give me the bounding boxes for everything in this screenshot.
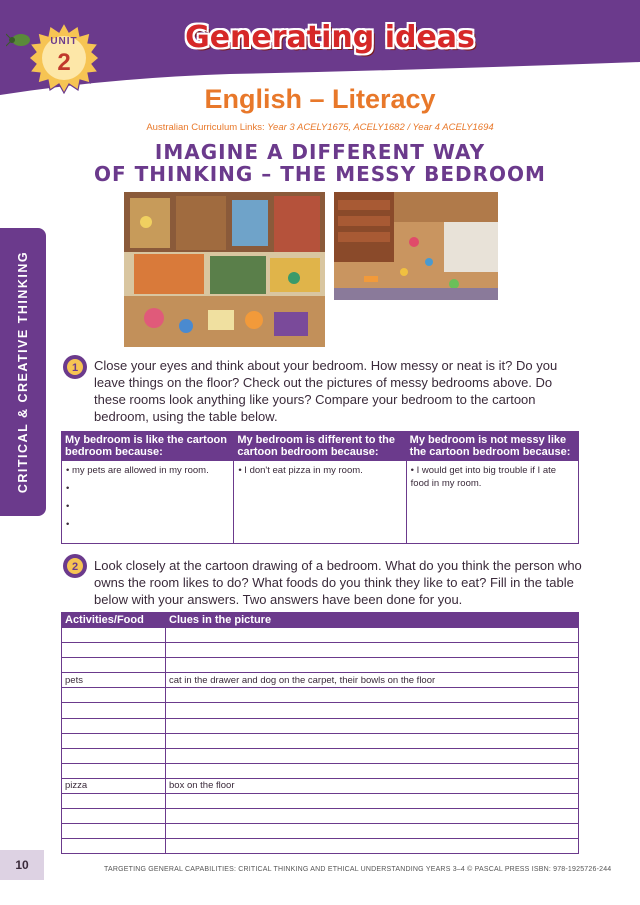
table-cell[interactable] — [62, 733, 166, 748]
table-header: My bedroom is different to the cartoon bedroom because: — [234, 432, 406, 461]
table-cell[interactable] — [166, 794, 579, 809]
list-item: • I would get into big trouble if I ate food in my room. — [410, 465, 557, 489]
page-title: Generating ideas — [185, 20, 475, 55]
question-1-text: Close your eyes and think about your bedroom. How messy or neat is it? Do you leave things on the floor? Check out the pictures of messy bedrooms above. Do these rooms look anything like yours? Compare your bedroom to the cartoon bedroom, using the table below. — [94, 358, 558, 424]
table-header: My bedroom is not messy like the cartoon bedroom because: — [406, 432, 578, 461]
list-item: • — [66, 501, 70, 512]
table-cell[interactable] — [62, 461, 234, 544]
activities-table-body — [62, 628, 579, 854]
table-row — [62, 733, 579, 748]
list-item: • I don't eat pizza in my room. — [238, 465, 363, 476]
table-row — [62, 824, 579, 839]
table-row — [62, 718, 579, 733]
subject-title: English – Literacy — [204, 84, 436, 114]
curriculum-links — [100, 122, 540, 133]
question-2-text: Look closely at the cartoon drawing of a bedroom. What do you think the person who owns the room likes to do? What foods do you think they like to eat? Fill in the table below with your answers. Two answers have been done for you. — [94, 558, 582, 607]
list-item: • — [66, 483, 70, 494]
curriculum-prefix: Australian Curriculum Links: — [146, 122, 268, 133]
table-cell[interactable] — [166, 718, 579, 733]
sidebar-label: CRITICAL & CREATIVE THINKING — [16, 250, 30, 494]
table-cell[interactable] — [62, 809, 166, 824]
step-1-number: 1 — [71, 362, 79, 374]
table-cell[interactable]: pets — [62, 673, 166, 688]
table-row — [62, 809, 579, 824]
table-row — [62, 794, 579, 809]
table-cell[interactable]: cat in the drawer and dog on the carpet, their bowls on the floor — [166, 673, 579, 688]
table-cell[interactable] — [234, 461, 406, 544]
unit-badge — [28, 22, 100, 94]
table-cell[interactable] — [62, 688, 166, 703]
table-cell[interactable] — [62, 718, 166, 733]
table-cell[interactable] — [62, 658, 166, 673]
unit-number: 2 — [57, 49, 71, 76]
section-heading-line-2: OF THINKING – THE MESSY BEDROOM — [94, 162, 546, 186]
table-cell[interactable] — [166, 688, 579, 703]
table-row — [62, 688, 579, 703]
table-row — [62, 839, 579, 854]
table-header: Activities/Food — [62, 613, 166, 628]
table-cell[interactable] — [166, 643, 579, 658]
page-number: 10 — [15, 858, 29, 872]
table-cell[interactable] — [166, 809, 579, 824]
table-cell[interactable] — [166, 628, 579, 643]
cartoon-bedroom-image — [124, 192, 325, 347]
table-cell[interactable] — [166, 763, 579, 778]
step-2-number: 2 — [71, 561, 79, 573]
comparison-table — [61, 431, 579, 544]
table-header: Clues in the picture — [166, 613, 579, 628]
table-row — [62, 763, 579, 778]
table-cell[interactable] — [62, 839, 166, 854]
table-cell[interactable] — [62, 628, 166, 643]
table-header: My bedroom is like the cartoon bedroom because: — [62, 432, 234, 461]
table-cell[interactable] — [166, 703, 579, 718]
table-cell[interactable] — [166, 824, 579, 839]
table-cell[interactable] — [62, 794, 166, 809]
table-cell[interactable] — [62, 748, 166, 763]
section-heading-line-1: IMAGINE A DIFFERENT WAY — [154, 140, 486, 164]
list-item: • my pets are allowed in my room. — [66, 465, 209, 476]
table-cell[interactable]: pizza — [62, 778, 166, 793]
table-row — [62, 748, 579, 763]
curriculum-codes: Year 3 ACELY1675, ACELY1682 / Year 4 ACELY1694 — [267, 122, 494, 133]
table-row — [62, 628, 579, 643]
table-cell[interactable] — [166, 658, 579, 673]
table-row — [62, 643, 579, 658]
table-row — [62, 778, 579, 793]
table-cell[interactable]: box on the floor — [166, 778, 579, 793]
table-cell[interactable] — [62, 643, 166, 658]
table-cell[interactable] — [166, 748, 579, 763]
activities-table — [61, 612, 579, 854]
unit-label: UNIT — [50, 36, 78, 47]
step-2-icon — [62, 553, 88, 579]
step-1-icon — [62, 354, 88, 380]
list-item: • — [66, 519, 70, 530]
table-cell[interactable] — [62, 703, 166, 718]
table-row — [62, 703, 579, 718]
footer-credit: TARGETING GENERAL CAPABILITIES: CRITICAL THINKING AND ETHICAL UNDERSTANDING YEARS 3–4 © PASCAL PRESS ISBN: 978-1925726-244 — [104, 866, 612, 873]
messy-bedroom-photo — [334, 192, 498, 300]
table-row — [62, 658, 579, 673]
table-cell[interactable] — [62, 824, 166, 839]
table-cell[interactable] — [166, 733, 579, 748]
table-row — [62, 673, 579, 688]
table-cell[interactable] — [406, 461, 578, 544]
table-cell[interactable] — [166, 839, 579, 854]
table-cell[interactable] — [62, 763, 166, 778]
